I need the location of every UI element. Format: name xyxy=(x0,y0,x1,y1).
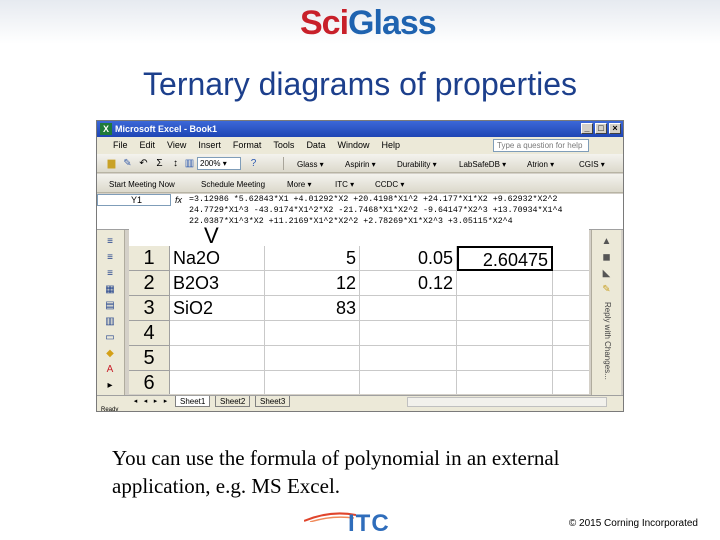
table-cell[interactable] xyxy=(553,346,589,371)
ccdc-menu-button[interactable]: CCDC ▾ xyxy=(375,180,405,189)
formula-bar xyxy=(97,194,624,230)
chart-icon[interactable]: ▥ xyxy=(184,158,195,169)
formula-line: =3.12986 *5.62843*X1 +4.01292*X2 +20.4198*X1^2 +24.177*X1*X2 +9.62932*X2^2 xyxy=(189,195,558,204)
table-cell[interactable] xyxy=(457,296,553,321)
logo-glass-text: Glass xyxy=(348,4,436,42)
table-cell[interactable] xyxy=(553,296,589,321)
start-meeting-label: Start Meeting Now xyxy=(109,180,175,189)
table-cell[interactable]: SiO2 xyxy=(170,296,265,321)
sum-icon[interactable]: Σ xyxy=(156,158,163,169)
menu-data[interactable]: Data xyxy=(306,140,326,150)
table-cell[interactable] xyxy=(170,321,265,346)
align-right-icon[interactable]: ≡ xyxy=(107,268,113,279)
row-header[interactable]: 5 xyxy=(129,346,170,371)
standard-toolbar xyxy=(97,154,624,173)
ask-question-input[interactable]: Type a question for help xyxy=(493,139,589,152)
table-cell[interactable]: 5 xyxy=(265,246,360,271)
next-sheet-icon[interactable]: ▸ xyxy=(153,398,158,405)
glass-menu-button[interactable]: Glass ▾ xyxy=(297,160,324,169)
menu-tools[interactable]: Tools xyxy=(273,140,295,150)
percent-icon[interactable]: ▥ xyxy=(105,316,115,327)
edit-icon[interactable]: ✎ xyxy=(123,158,132,169)
help-icon[interactable]: ? xyxy=(250,158,257,169)
menu-help[interactable]: Help xyxy=(381,140,400,150)
caption-line: You can use the formula of polynomial in an external xyxy=(112,446,560,470)
row-header[interactable]: 2 xyxy=(129,271,170,296)
atrion-menu-button[interactable]: Atrion ▾ xyxy=(527,160,555,169)
ccdc-label: CCDC xyxy=(375,180,399,189)
borders-icon[interactable]: ▭ xyxy=(105,332,115,343)
menu-window[interactable]: Window xyxy=(337,140,370,150)
table-cell[interactable]: B2O3 xyxy=(170,271,265,296)
table-cell[interactable]: Na2O xyxy=(170,246,265,271)
table-cell[interactable]: 0.12 xyxy=(360,271,457,296)
start-meeting-button[interactable] xyxy=(105,176,179,191)
last-sheet-icon[interactable]: ▸ xyxy=(163,398,168,405)
undo-icon[interactable]: ↶ xyxy=(139,158,148,169)
excel-app-icon: X xyxy=(100,123,112,135)
sheet-tab-bar xyxy=(97,395,624,407)
selected-cell[interactable]: 2.60475 xyxy=(457,246,553,271)
row-header[interactable]: 3 xyxy=(129,296,170,321)
table-cell[interactable] xyxy=(553,321,589,346)
draw-icon[interactable]: ▸ xyxy=(107,380,113,391)
glass-label: Glass xyxy=(297,160,318,169)
cgis-label: CGIS xyxy=(579,160,599,169)
labsafedb-menu-button[interactable]: LabSafeDB ▾ xyxy=(459,160,507,169)
meeting-toolbar xyxy=(97,174,624,193)
table-cell[interactable] xyxy=(265,346,360,371)
zoom-select[interactable]: 200% ▾ xyxy=(197,157,241,170)
table-cell[interactable] xyxy=(170,371,265,394)
window-controls xyxy=(581,123,621,134)
table-cell[interactable] xyxy=(553,246,589,271)
table-cell[interactable] xyxy=(170,346,265,371)
table-cell[interactable] xyxy=(457,346,553,371)
currency-icon[interactable]: ▤ xyxy=(105,300,115,311)
table-cell[interactable] xyxy=(553,371,589,394)
cgis-menu-button[interactable]: CGIS ▾ xyxy=(579,160,605,169)
table-cell[interactable] xyxy=(360,321,457,346)
table-cell[interactable] xyxy=(360,296,457,321)
formula-line: 24.7729*X1^3 -43.9174*X1^2*X2 -21.7468*X1*X2^2 -9.64147*X2^3 +13.70934*X1^4 xyxy=(189,206,563,215)
reply-with-changes-label[interactable]: Reply with Changes... xyxy=(603,302,612,380)
table-cell[interactable] xyxy=(265,321,360,346)
durability-label: Durability xyxy=(397,160,431,169)
worksheet-grid xyxy=(129,226,589,394)
zoom-value: 200% xyxy=(200,159,221,168)
slide-title: Ternary diagrams of properties xyxy=(143,66,577,102)
fill-color-icon[interactable]: ◆ xyxy=(106,348,114,359)
schedule-meeting-button[interactable] xyxy=(197,176,269,191)
tab-sheet2[interactable]: Sheet2 xyxy=(215,396,250,407)
table-cell[interactable]: 12 xyxy=(265,271,360,296)
durability-menu-button[interactable]: Durability ▾ xyxy=(397,160,437,169)
table-cell[interactable]: 83 xyxy=(265,296,360,321)
table-cell[interactable] xyxy=(457,371,553,394)
more-label: More xyxy=(287,180,306,189)
labsafedb-label: LabSafeDB xyxy=(459,160,500,169)
maximize-button[interactable]: □ xyxy=(595,123,607,134)
caption-line: application, e.g. MS Excel. xyxy=(112,474,341,498)
table-cell[interactable]: 0.05 xyxy=(360,246,457,271)
prev-sheet-icon[interactable]: ◂ xyxy=(143,398,148,405)
sort-icon[interactable]: ↕ xyxy=(173,158,178,169)
menu-edit[interactable]: Edit xyxy=(139,140,156,150)
column-header-partial: V xyxy=(204,226,219,248)
open-folder-icon[interactable]: ▆ xyxy=(107,158,116,169)
horizontal-scrollbar[interactable] xyxy=(407,397,607,407)
row-header[interactable]: 6 xyxy=(129,371,170,394)
atrion-label: Atrion xyxy=(527,160,548,169)
first-sheet-icon[interactable]: ◂ xyxy=(133,398,138,405)
sciglass-logo xyxy=(300,4,436,42)
pane-icon[interactable]: ✎ xyxy=(602,284,611,295)
tab-sheet1[interactable]: Sheet1 xyxy=(175,396,210,407)
row-header[interactable]: 4 xyxy=(129,321,170,346)
font-color-icon[interactable]: A xyxy=(106,364,114,375)
menu-insert[interactable]: Insert xyxy=(198,140,221,150)
align-left-icon[interactable]: ≡ xyxy=(107,236,113,247)
fx-label: fx xyxy=(175,195,183,205)
formula-line: 22.0387*X1^3*X2 +11.2169*X1^2*X2^2 +2.78269*X1*X2^3 +3.05115*X2^4 xyxy=(189,217,513,226)
task-pane xyxy=(591,230,621,395)
formula-input[interactable] xyxy=(189,194,619,227)
tab-sheet3[interactable]: Sheet3 xyxy=(255,396,290,407)
drawing-toolbar xyxy=(97,230,125,395)
slide-caption xyxy=(112,444,672,500)
itc-menu-button[interactable]: ITC ▾ xyxy=(335,180,355,189)
aspirin-menu-button[interactable]: Aspirin ▾ xyxy=(345,160,376,169)
title-bar xyxy=(97,121,624,137)
table-cell[interactable] xyxy=(360,346,457,371)
itc-label: ITC xyxy=(335,180,348,189)
menu-view[interactable]: View xyxy=(167,140,187,150)
minimize-button[interactable]: _ xyxy=(581,123,593,134)
pane-icon[interactable]: ▲ xyxy=(601,236,612,247)
excel-window xyxy=(96,120,624,412)
align-center-icon[interactable]: ≡ xyxy=(107,252,113,263)
close-button[interactable]: × xyxy=(609,123,621,134)
status-bar: Ready xyxy=(97,407,624,412)
table-cell[interactable] xyxy=(457,321,553,346)
itc-logo: ITC xyxy=(348,510,390,537)
menu-format[interactable]: Format xyxy=(232,140,262,150)
pane-icon[interactable]: ◼ xyxy=(602,252,611,263)
schedule-meeting-label: Schedule Meeting xyxy=(201,180,266,189)
table-cell[interactable] xyxy=(265,371,360,394)
merge-cells-icon[interactable]: ▦ xyxy=(105,284,115,295)
name-box[interactable]: Y1 xyxy=(97,194,171,206)
table-cell[interactable] xyxy=(457,271,553,296)
table-cell[interactable] xyxy=(360,371,457,394)
aspirin-label: Aspirin xyxy=(345,160,370,169)
pane-icon[interactable]: ◣ xyxy=(602,268,611,279)
row-header[interactable]: 1 xyxy=(129,246,170,271)
table-cell[interactable] xyxy=(553,271,589,296)
window-title: Microsoft Excel - Book1 xyxy=(115,124,218,134)
logo-sci-text: Sci xyxy=(300,4,349,42)
more-menu-button[interactable]: More ▾ xyxy=(287,180,312,189)
toolbar-separator xyxy=(283,157,284,170)
copyright-text: © 2015 Corning Incorporated xyxy=(568,518,698,529)
menu-file[interactable]: File xyxy=(113,140,128,150)
